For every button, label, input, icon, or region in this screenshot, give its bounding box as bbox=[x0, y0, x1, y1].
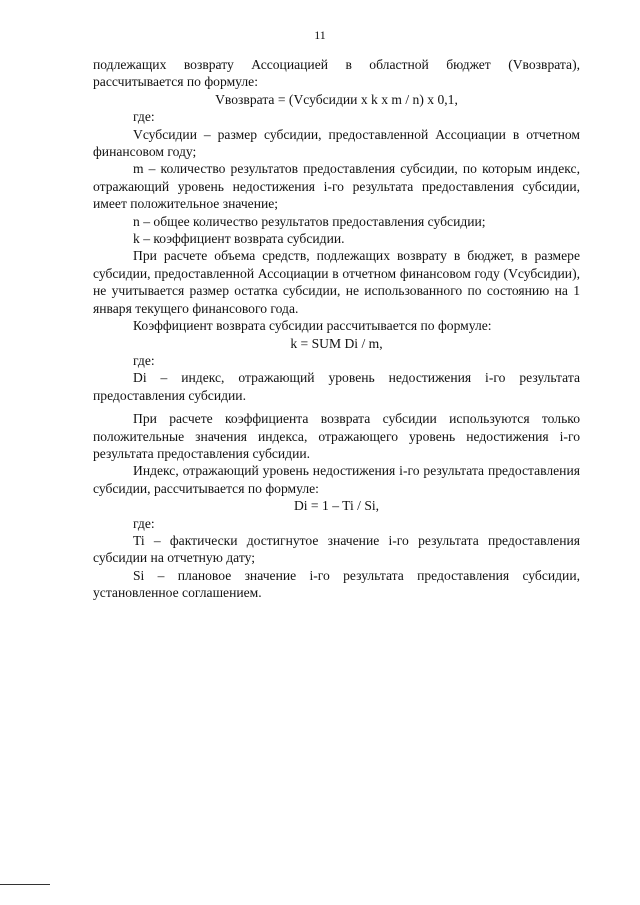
footer-rule bbox=[0, 884, 50, 885]
paragraph: Vсубсидии – размер субсидии, предоставленной Ассоциации в отчетном финансовом году; bbox=[93, 126, 580, 160]
formula: Vвозврата = (Vсубсидии x k x m / n) x 0,1, bbox=[215, 91, 458, 107]
paragraph: При расчете объема средств, подлежащих возврату в бюджет, в размере субсидии, предоставленной Ассоциации в отчетном финансовом году (Vсубсидии), не учитывается размер остатка субсидии, не использованного по состоянию на 1 января текущего финансового года. bbox=[93, 248, 580, 316]
paragraph: k – коэффициент возврата субсидии. bbox=[133, 231, 345, 247]
paragraph: m – количество результатов предоставления субсидии, по которым индекс, отражающий уровень недостижения i-го результата предоставления субсидии, имеет положительное значение; bbox=[93, 161, 580, 212]
paragraph: где: bbox=[133, 515, 155, 531]
paragraph: Si – плановое значение i-го результата предоставления субсидии, установленное соглашением. bbox=[93, 567, 580, 601]
paragraph: Ti – фактически достигнутое значение i-го результата предоставления субсидии на отчетную дату; bbox=[93, 532, 580, 566]
paragraph: Di – индекс, отражающий уровень недостижения i-го результата предоставления субсидии. bbox=[93, 370, 580, 403]
formula: Di = 1 – Ti / Si, bbox=[293, 498, 380, 514]
document-body bbox=[93, 56, 580, 602]
paragraph: где: bbox=[133, 109, 155, 125]
paragraph: Индекс, отражающий уровень недостижения i-го результата предоставления субсидии, рассчитывается по формуле: bbox=[93, 463, 580, 496]
formula: k = SUM Di / m, bbox=[290, 335, 383, 351]
paragraph: n – общее количество результатов предоставления субсидии; bbox=[133, 213, 486, 229]
page-number: 11 bbox=[314, 28, 326, 42]
paragraph: подлежащих возврату Ассоциацией в областной бюджет (Vвозврата), рассчитывается по формуле: bbox=[93, 57, 580, 90]
paragraph: где: bbox=[133, 352, 155, 368]
paragraph: При расчете коэффициента возврата субсидии используются только положительные значения индекса, отражающего уровень недостижения i-го результата предоставления субсидии. bbox=[93, 411, 580, 461]
paragraph: Коэффициент возврата субсидии рассчитывается по формуле: bbox=[133, 318, 492, 334]
